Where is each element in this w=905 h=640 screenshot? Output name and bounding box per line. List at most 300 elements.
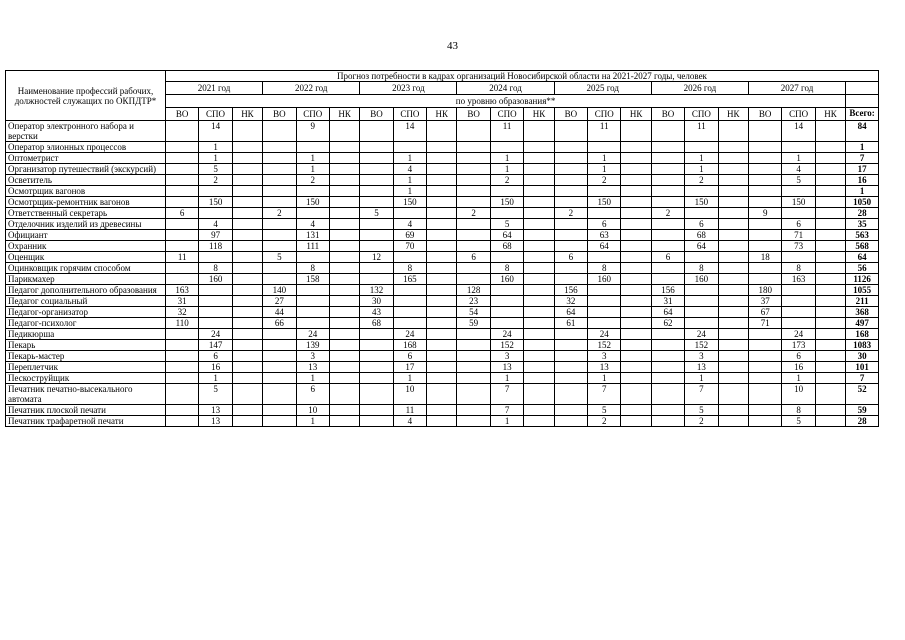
value-cell: 6 bbox=[199, 351, 232, 362]
value-cell bbox=[457, 153, 490, 164]
value-cell bbox=[329, 230, 359, 241]
value-cell bbox=[232, 164, 262, 175]
value-cell bbox=[621, 285, 651, 296]
value-cell bbox=[490, 142, 523, 153]
value-cell bbox=[718, 186, 748, 197]
value-cell bbox=[621, 340, 651, 351]
value-cell: 6 bbox=[393, 351, 426, 362]
value-cell: 163 bbox=[165, 285, 198, 296]
value-cell: 160 bbox=[685, 274, 718, 285]
value-cell bbox=[263, 175, 296, 186]
value-cell bbox=[621, 164, 651, 175]
value-cell bbox=[165, 384, 198, 405]
value-cell: 6 bbox=[296, 384, 329, 405]
value-cell bbox=[621, 405, 651, 416]
value-cell: 5 bbox=[782, 175, 815, 186]
value-cell bbox=[621, 373, 651, 384]
value-cell bbox=[651, 197, 684, 208]
value-cell bbox=[524, 274, 554, 285]
value-cell bbox=[815, 373, 845, 384]
value-cell bbox=[815, 153, 845, 164]
value-cell: 165 bbox=[393, 274, 426, 285]
value-cell bbox=[232, 340, 262, 351]
value-cell: 131 bbox=[296, 230, 329, 241]
value-cell bbox=[360, 274, 393, 285]
value-cell bbox=[718, 230, 748, 241]
value-cell bbox=[457, 384, 490, 405]
table-row bbox=[6, 373, 879, 384]
value-cell bbox=[296, 296, 329, 307]
header-total: Всего: bbox=[846, 108, 879, 121]
value-cell bbox=[685, 318, 718, 329]
value-cell: 32 bbox=[554, 296, 587, 307]
value-cell bbox=[748, 175, 781, 186]
profession-name: Печатник печатно-высекального автомата bbox=[6, 384, 166, 405]
profession-name: Охранник bbox=[6, 241, 166, 252]
header-level-0: ВО bbox=[263, 108, 296, 121]
value-cell bbox=[165, 362, 198, 373]
value-cell bbox=[651, 121, 684, 142]
value-cell bbox=[588, 142, 621, 153]
value-cell bbox=[427, 362, 457, 373]
value-cell bbox=[685, 285, 718, 296]
total-cell: 16 bbox=[846, 175, 879, 186]
value-cell bbox=[621, 263, 651, 274]
value-cell bbox=[232, 252, 262, 263]
value-cell bbox=[427, 197, 457, 208]
value-cell bbox=[490, 252, 523, 263]
value-cell: 2 bbox=[651, 208, 684, 219]
total-cell: 64 bbox=[846, 252, 879, 263]
value-cell bbox=[490, 208, 523, 219]
value-cell bbox=[232, 318, 262, 329]
value-cell: 163 bbox=[782, 274, 815, 285]
value-cell: 10 bbox=[296, 405, 329, 416]
value-cell: 44 bbox=[263, 307, 296, 318]
value-cell: 14 bbox=[782, 121, 815, 142]
value-cell bbox=[165, 241, 198, 252]
value-cell bbox=[782, 285, 815, 296]
value-cell bbox=[815, 340, 845, 351]
value-cell bbox=[329, 384, 359, 405]
value-cell bbox=[360, 329, 393, 340]
value-cell bbox=[524, 263, 554, 274]
value-cell: 1 bbox=[588, 164, 621, 175]
value-cell bbox=[457, 142, 490, 153]
value-cell: 1 bbox=[685, 373, 718, 384]
value-cell bbox=[718, 296, 748, 307]
value-cell bbox=[815, 416, 845, 427]
value-cell bbox=[524, 241, 554, 252]
value-cell: 150 bbox=[393, 197, 426, 208]
value-cell bbox=[296, 252, 329, 263]
value-cell: 1 bbox=[296, 153, 329, 164]
header-level-2: НК bbox=[718, 108, 748, 121]
value-cell bbox=[815, 241, 845, 252]
value-cell bbox=[263, 219, 296, 230]
value-cell bbox=[588, 186, 621, 197]
value-cell: 173 bbox=[782, 340, 815, 351]
value-cell bbox=[263, 263, 296, 274]
value-cell bbox=[815, 296, 845, 307]
value-cell: 2 bbox=[554, 208, 587, 219]
value-cell bbox=[748, 230, 781, 241]
profession-name: Парикмахер bbox=[6, 274, 166, 285]
value-cell bbox=[524, 153, 554, 164]
value-cell bbox=[232, 241, 262, 252]
table-row bbox=[6, 405, 879, 416]
value-cell: 14 bbox=[199, 121, 232, 142]
value-cell bbox=[232, 153, 262, 164]
value-cell: 43 bbox=[360, 307, 393, 318]
value-cell: 6 bbox=[165, 208, 198, 219]
value-cell bbox=[329, 318, 359, 329]
value-cell: 32 bbox=[165, 307, 198, 318]
value-cell bbox=[621, 296, 651, 307]
table-row bbox=[6, 241, 879, 252]
total-cell: 52 bbox=[846, 384, 879, 405]
value-cell bbox=[554, 153, 587, 164]
value-cell: 71 bbox=[782, 230, 815, 241]
value-cell: 158 bbox=[296, 274, 329, 285]
value-cell: 24 bbox=[588, 329, 621, 340]
value-cell bbox=[457, 219, 490, 230]
profession-name: Оценщик bbox=[6, 252, 166, 263]
value-cell: 118 bbox=[199, 241, 232, 252]
value-cell bbox=[748, 153, 781, 164]
value-cell bbox=[427, 318, 457, 329]
total-cell: 1 bbox=[846, 142, 879, 153]
value-cell bbox=[263, 329, 296, 340]
value-cell bbox=[685, 142, 718, 153]
value-cell bbox=[360, 175, 393, 186]
value-cell bbox=[524, 318, 554, 329]
value-cell bbox=[718, 329, 748, 340]
value-cell bbox=[651, 263, 684, 274]
value-cell bbox=[457, 362, 490, 373]
value-cell bbox=[554, 405, 587, 416]
total-cell: 35 bbox=[846, 219, 879, 230]
value-cell: 24 bbox=[782, 329, 815, 340]
table-row bbox=[6, 121, 879, 142]
value-cell bbox=[621, 318, 651, 329]
value-cell bbox=[329, 208, 359, 219]
value-cell: 8 bbox=[490, 263, 523, 274]
value-cell bbox=[748, 384, 781, 405]
value-cell bbox=[329, 362, 359, 373]
value-cell: 54 bbox=[457, 307, 490, 318]
value-cell: 59 bbox=[457, 318, 490, 329]
total-cell: 7 bbox=[846, 153, 879, 164]
value-cell bbox=[296, 307, 329, 318]
value-cell bbox=[490, 186, 523, 197]
value-cell: 23 bbox=[457, 296, 490, 307]
value-cell bbox=[329, 142, 359, 153]
value-cell: 68 bbox=[490, 241, 523, 252]
header-year: 2025 год bbox=[554, 82, 651, 95]
table-row bbox=[6, 142, 879, 153]
value-cell bbox=[393, 208, 426, 219]
value-cell bbox=[651, 230, 684, 241]
value-cell: 128 bbox=[457, 285, 490, 296]
value-cell: 5 bbox=[685, 405, 718, 416]
value-cell: 2 bbox=[490, 175, 523, 186]
value-cell: 5 bbox=[490, 219, 523, 230]
value-cell bbox=[748, 373, 781, 384]
value-cell bbox=[524, 416, 554, 427]
value-cell bbox=[360, 153, 393, 164]
value-cell bbox=[651, 384, 684, 405]
value-cell bbox=[554, 219, 587, 230]
value-cell: 2 bbox=[457, 208, 490, 219]
value-cell bbox=[165, 186, 198, 197]
value-cell: 11 bbox=[588, 121, 621, 142]
total-cell: 568 bbox=[846, 241, 879, 252]
value-cell: 24 bbox=[393, 329, 426, 340]
value-cell bbox=[651, 340, 684, 351]
value-cell bbox=[427, 384, 457, 405]
value-cell bbox=[360, 351, 393, 362]
value-cell: 8 bbox=[393, 263, 426, 274]
value-cell bbox=[457, 241, 490, 252]
value-cell: 17 bbox=[393, 362, 426, 373]
table-row bbox=[6, 296, 879, 307]
value-cell: 63 bbox=[588, 230, 621, 241]
value-cell bbox=[165, 164, 198, 175]
value-cell: 5 bbox=[263, 252, 296, 263]
value-cell: 24 bbox=[490, 329, 523, 340]
value-cell bbox=[651, 241, 684, 252]
header-level-0: ВО bbox=[748, 108, 781, 121]
value-cell bbox=[815, 175, 845, 186]
value-cell: 1 bbox=[588, 153, 621, 164]
value-cell: 1 bbox=[296, 164, 329, 175]
value-cell bbox=[748, 197, 781, 208]
value-cell bbox=[718, 175, 748, 186]
value-cell bbox=[748, 164, 781, 175]
table-row bbox=[6, 164, 879, 175]
value-cell bbox=[199, 307, 232, 318]
value-cell bbox=[554, 329, 587, 340]
profession-name: Осмотрщик-ремонтник вагонов bbox=[6, 197, 166, 208]
value-cell: 1 bbox=[393, 153, 426, 164]
value-cell: 16 bbox=[782, 362, 815, 373]
value-cell bbox=[427, 241, 457, 252]
value-cell: 70 bbox=[393, 241, 426, 252]
value-cell bbox=[748, 405, 781, 416]
value-cell bbox=[524, 230, 554, 241]
value-cell bbox=[427, 274, 457, 285]
value-cell bbox=[165, 175, 198, 186]
value-cell bbox=[329, 164, 359, 175]
table-row bbox=[6, 384, 879, 405]
header-level-2: НК bbox=[427, 108, 457, 121]
value-cell bbox=[718, 307, 748, 318]
table-row bbox=[6, 285, 879, 296]
value-cell bbox=[263, 416, 296, 427]
value-cell bbox=[651, 274, 684, 285]
value-cell bbox=[232, 219, 262, 230]
total-cell: 28 bbox=[846, 208, 879, 219]
value-cell bbox=[524, 307, 554, 318]
value-cell: 1 bbox=[782, 373, 815, 384]
table-row bbox=[6, 274, 879, 285]
value-cell bbox=[524, 121, 554, 142]
value-cell bbox=[263, 142, 296, 153]
value-cell: 4 bbox=[393, 219, 426, 230]
header-level-2: НК bbox=[621, 108, 651, 121]
value-cell bbox=[263, 186, 296, 197]
value-cell bbox=[457, 186, 490, 197]
total-cell: 28 bbox=[846, 416, 879, 427]
value-cell: 1 bbox=[393, 186, 426, 197]
value-cell bbox=[427, 208, 457, 219]
value-cell bbox=[685, 208, 718, 219]
profession-name: Педикюрша bbox=[6, 329, 166, 340]
value-cell: 27 bbox=[263, 296, 296, 307]
value-cell bbox=[554, 416, 587, 427]
value-cell bbox=[490, 285, 523, 296]
value-cell: 6 bbox=[457, 252, 490, 263]
value-cell bbox=[199, 318, 232, 329]
profession-name: Пекарь bbox=[6, 340, 166, 351]
value-cell bbox=[554, 175, 587, 186]
header-level-2: НК bbox=[815, 108, 845, 121]
value-cell: 168 bbox=[393, 340, 426, 351]
value-cell: 1 bbox=[490, 153, 523, 164]
value-cell bbox=[815, 142, 845, 153]
value-cell bbox=[524, 175, 554, 186]
total-cell: 1050 bbox=[846, 197, 879, 208]
total-cell: 168 bbox=[846, 329, 879, 340]
value-cell: 2 bbox=[263, 208, 296, 219]
value-cell: 73 bbox=[782, 241, 815, 252]
value-cell: 1 bbox=[199, 153, 232, 164]
value-cell bbox=[621, 175, 651, 186]
value-cell bbox=[815, 208, 845, 219]
value-cell bbox=[360, 230, 393, 241]
value-cell bbox=[263, 274, 296, 285]
table-row bbox=[6, 175, 879, 186]
value-cell bbox=[232, 384, 262, 405]
value-cell: 2 bbox=[685, 416, 718, 427]
value-cell bbox=[554, 362, 587, 373]
value-cell bbox=[427, 285, 457, 296]
value-cell bbox=[427, 416, 457, 427]
value-cell bbox=[524, 373, 554, 384]
value-cell bbox=[718, 197, 748, 208]
value-cell bbox=[232, 186, 262, 197]
value-cell bbox=[263, 153, 296, 164]
value-cell bbox=[748, 121, 781, 142]
value-cell bbox=[748, 351, 781, 362]
value-cell bbox=[554, 230, 587, 241]
value-cell bbox=[815, 307, 845, 318]
profession-name: Оператор электронного набора и верстки bbox=[6, 121, 166, 142]
value-cell bbox=[329, 329, 359, 340]
value-cell bbox=[263, 351, 296, 362]
header-year: 2026 год bbox=[651, 82, 748, 95]
value-cell bbox=[588, 208, 621, 219]
profession-name: Ответственный секретарь bbox=[6, 208, 166, 219]
value-cell bbox=[329, 153, 359, 164]
header-level-0: ВО bbox=[651, 108, 684, 121]
profession-name: Оператор элионных процессов bbox=[6, 142, 166, 153]
value-cell bbox=[360, 164, 393, 175]
value-cell bbox=[588, 296, 621, 307]
value-cell bbox=[815, 263, 845, 274]
total-cell: 1055 bbox=[846, 285, 879, 296]
value-cell: 1 bbox=[199, 142, 232, 153]
value-cell: 180 bbox=[748, 285, 781, 296]
header-by-level: по уровню образования** bbox=[165, 95, 845, 108]
value-cell: 1 bbox=[782, 153, 815, 164]
value-cell bbox=[427, 351, 457, 362]
value-cell: 4 bbox=[782, 164, 815, 175]
value-cell bbox=[524, 186, 554, 197]
value-cell: 37 bbox=[748, 296, 781, 307]
value-cell: 6 bbox=[685, 219, 718, 230]
value-cell bbox=[165, 351, 198, 362]
value-cell: 152 bbox=[685, 340, 718, 351]
value-cell: 7 bbox=[490, 384, 523, 405]
value-cell bbox=[427, 329, 457, 340]
value-cell: 61 bbox=[554, 318, 587, 329]
table-row bbox=[6, 351, 879, 362]
value-cell: 4 bbox=[296, 219, 329, 230]
value-cell: 64 bbox=[490, 230, 523, 241]
value-cell bbox=[427, 142, 457, 153]
value-cell: 1 bbox=[296, 373, 329, 384]
value-cell bbox=[524, 329, 554, 340]
value-cell bbox=[427, 175, 457, 186]
value-cell bbox=[621, 307, 651, 318]
value-cell bbox=[718, 384, 748, 405]
header-level-0: ВО bbox=[360, 108, 393, 121]
value-cell bbox=[427, 340, 457, 351]
value-cell bbox=[782, 296, 815, 307]
value-cell: 1 bbox=[588, 373, 621, 384]
header-level-1: СПО bbox=[490, 108, 523, 121]
value-cell bbox=[329, 175, 359, 186]
value-cell: 67 bbox=[748, 307, 781, 318]
value-cell bbox=[393, 307, 426, 318]
total-cell: 17 bbox=[846, 164, 879, 175]
profession-name: Оцинковщик горячим способом bbox=[6, 263, 166, 274]
value-cell bbox=[232, 142, 262, 153]
value-cell bbox=[427, 219, 457, 230]
table-row bbox=[6, 340, 879, 351]
value-cell bbox=[232, 362, 262, 373]
value-cell bbox=[815, 164, 845, 175]
value-cell: 1 bbox=[685, 153, 718, 164]
value-cell: 3 bbox=[588, 351, 621, 362]
value-cell bbox=[524, 296, 554, 307]
value-cell bbox=[524, 142, 554, 153]
profession-name: Педагог-психолог bbox=[6, 318, 166, 329]
value-cell bbox=[232, 329, 262, 340]
value-cell bbox=[621, 416, 651, 427]
value-cell: 147 bbox=[199, 340, 232, 351]
value-cell bbox=[748, 274, 781, 285]
page-number: 43 bbox=[447, 40, 458, 52]
value-cell: 11 bbox=[490, 121, 523, 142]
value-cell: 150 bbox=[296, 197, 329, 208]
value-cell bbox=[232, 208, 262, 219]
profession-name: Официант bbox=[6, 230, 166, 241]
profession-name: Педагог дополнительного образования bbox=[6, 285, 166, 296]
value-cell bbox=[718, 362, 748, 373]
